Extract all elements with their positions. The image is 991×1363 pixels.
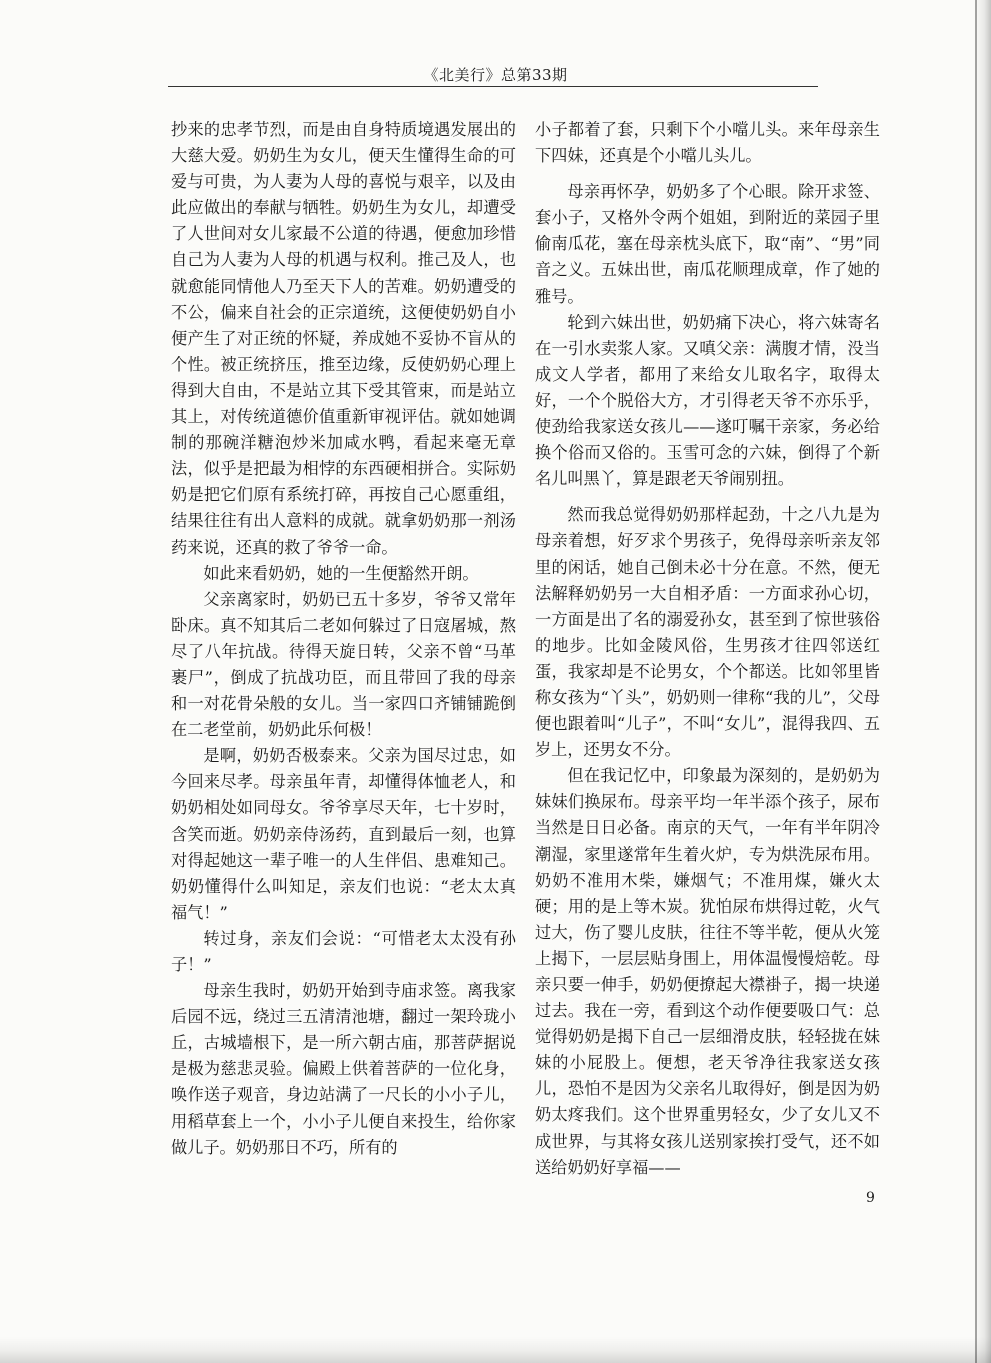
- page-shadow: [975, 0, 991, 1363]
- paragraph: 抄来的忠孝节烈，而是由自身特质境遇发展出的大慈大爱。奶奶生为女儿，便天生懂得生命的可爱与可贵，为人妻为人母的喜悦与艰辛，以及由此应做出的奉献与牺牲。奶奶生为女儿，却遭受了人世间对女儿家最不公道的待遇，便愈加珍惜自己为人妻为人母的机遇与权利。推己及人，也就愈能同情他人乃至天下人的苦难。奶奶遭受的不公，偏来自社会的正宗道统，这便使奶奶自小便产生了对正统的怀疑，养成她不妥协不盲从的个性。被正统挤压，推至边缘，反使奶奶心理上得到大自由，不是站立其下受其管束，而是站立其上，对传统道德价值重新审视评估。就如她调制的那碗洋糖泡炒米加咸水鸭，看起来毫无章法，似乎是把最为相悖的东西硬相拼合。实际奶奶是把它们原有系统打碎，再按自己心愿重组，结果往往有出人意料的成就。就拿奶奶那一剂汤药来说，还真的救了爷爷一命。: [171, 120, 516, 557]
- paragraph: 是啊，奶奶否极泰来。父亲为国尽过忠，如今回来尽孝。母亲虽年青，却懂得体恤老人，和奶奶相处如同母女。爷爷享尽天年，七十岁时，含笑而逝。奶奶亲侍汤药，直到最后一刻，也算对得起她这一辈子唯一的人生伴侣、患难知己。奶奶懂得什么叫知足，亲友们也说：“老太太真福气！”: [171, 746, 516, 922]
- paragraph: 小子都着了套，只剩下个小噹儿头。来年母亲生下四妹，还真是个小噹儿头儿。: [535, 120, 880, 166]
- paragraph: 转过身，亲友们会说：“可惜老太太没有孙子！”: [171, 928, 516, 974]
- page-number: 9: [866, 1190, 875, 1206]
- page-edge: [975, 0, 977, 1363]
- paragraph: 母亲再怀孕，奶奶多了个心眼。除开求签、套小子，又格外令两个姐姐，到附近的菜园子里偷南瓜花，塞在母亲枕头底下，取“南”、“男”同音之义。五妹出世，南瓜花顺理成章，作了她的雅号。: [535, 182, 880, 306]
- running-header-title: 《北美行》总第33期: [423, 66, 568, 84]
- left-text-column: [171, 117, 516, 1161]
- page-bottom-edge: [0, 1337, 991, 1363]
- paragraph: 但在我记忆中，印象最为深刻的，是奶奶为妹妹们换尿布。母亲平均一年半添个孩子，尿布当然是日日必备。南京的天气，一年有半年阴冷潮湿，家里遂常年生着火炉，专为烘洗尿布用。奶奶不准用木柴，嫌烟气；不准用煤，嫌火太硬；用的是上等木炭。犹怕尿布烘得过乾，火气过大，伤了婴儿皮肤，往往不等半乾，便从火笼上揭下，一层层贴身围上，用体温慢慢焙乾。母亲只要一伸手，奶奶便撩起大襟褂子，揭一块递过去。我在一旁，看到这个动作便要吸口气：总觉得奶奶是揭下自己一层细滑皮肤，轻轻拢在妹妹的小屁股上。便想，老天爷净往我家送女孩儿，恐怕不是因为父亲名儿取得好，倒是因为奶奶太疼我们。这个世界重男轻女，少了女儿又不成世界，与其将女孩儿送别家挨打受气，还不如送给奶奶好享福——: [535, 766, 880, 1177]
- paragraph: 轮到六妹出世，奶奶痛下决心，将六妹寄名在一引水卖浆人家。又嗔父亲：满腹才情，没当成文人学者，都用了来给女儿取名字，取得太好，一个个脱俗大方，才引得老天爷不亦乐乎，使劲给我家送女孩儿——遂叮嘱干亲家，务必给换个俗而又俗的。玉雪可念的六妹，倒得了个新名儿叫黑丫，算是跟老天爷闹别扭。: [535, 312, 880, 489]
- paragraph: 然而我总觉得奶奶那样起劲，十之八九是为母亲着想，好歹求个男孩子，免得母亲听亲友邻里的闲话，她自己倒未必十分在意。不然，便无法解释奶奶另一大自相矛盾：一方面求孙心切，一方面是出了名的溺爱孙女，甚至到了惊世骇俗的地步。比如金陵风俗，生男孩才往四邻送红蛋，我家却是不论男女，个个都送。比如邻里皆称女孩为“丫头”，奶奶则一律称“我的儿”，父母便也跟着叫“儿子”，不叫“女儿”，混得我四、五岁上，还男女不分。: [535, 505, 880, 760]
- header-rule: [168, 86, 818, 87]
- right-text-column: [535, 117, 880, 1181]
- paragraph: 父亲离家时，奶奶已五十多岁，爷爷又常年卧床。真不知其后二老如何躲过了日寇屠城，熬尽了八年抗战。待得天旋日转，父亲不曾“马革裹尸”，倒成了抗战功臣，而且带回了我的母亲和一对花骨朵般的女儿。当一家四口齐铺铺跪倒在二老堂前，奶奶此乐何极！: [171, 589, 516, 740]
- paragraph: 母亲生我时，奶奶开始到寺庙求签。离我家后园不远，绕过三五清清池塘，翻过一架玲珑小丘，古城墙根下，是一所六朝古庙，那菩萨据说是极为慈悲灵验。偏殿上供着菩萨的一位化身，唤作送子观音，身边站满了一尺长的小小子儿，用稻草套上一个，小小子儿便自来投生，给你家做儿子。奶奶那日不巧，所有的: [171, 981, 516, 1157]
- paragraph: 如此来看奶奶，她的一生便豁然开朗。: [203, 563, 479, 583]
